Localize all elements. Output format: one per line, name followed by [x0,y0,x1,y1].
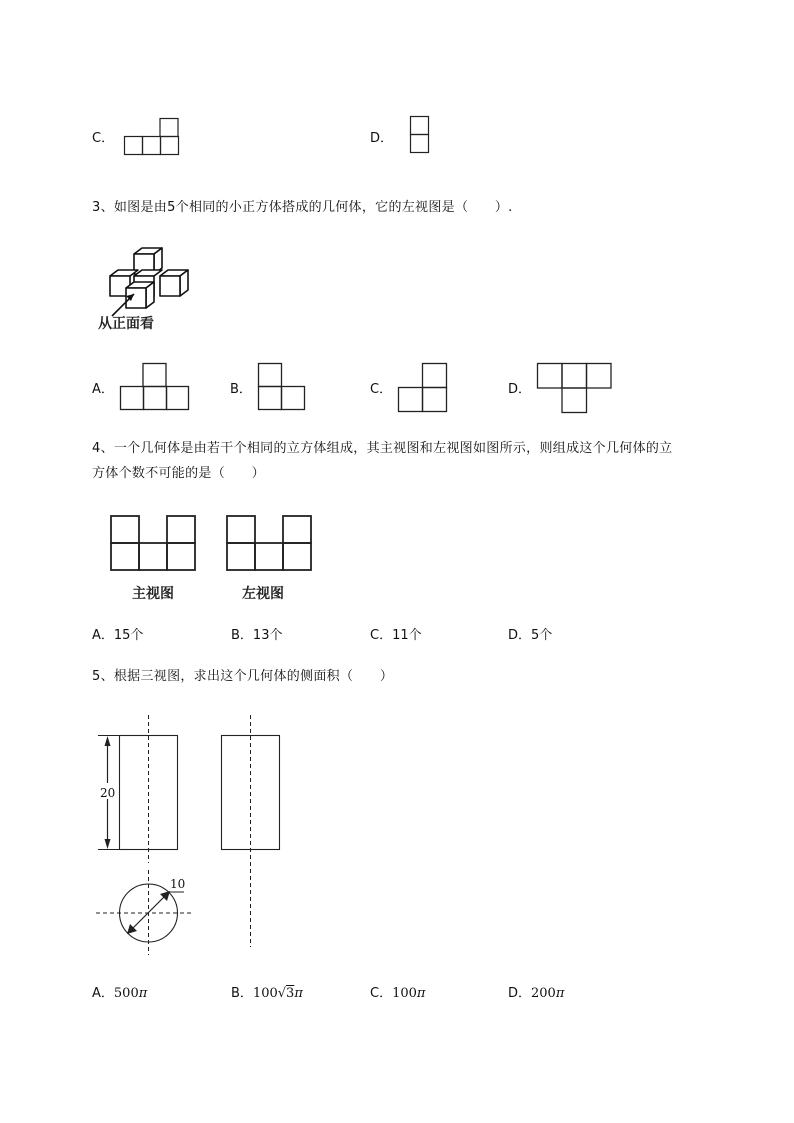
q4-left-view-label: 左视图 [242,586,284,602]
q5-option-b [231,985,303,1003]
q5-option-a-number: 500 [113,986,139,1001]
q5-option-c-pi: π [416,986,426,1001]
q3-option-b-figure [258,363,308,413]
q5-option-b-number: 100 [252,986,278,1001]
q2-option-d-label: D． [370,131,394,146]
q5-option-d-pi: π [555,986,565,1001]
q2-option-d-figure [410,116,430,154]
q3-figure-caption: 从正面看 [98,316,154,332]
q5-option-d [508,985,564,1003]
q5-height-label: 20 [100,786,116,800]
q5-option-b-pi: π [294,986,303,1001]
q4-text-line1: 4、一个几何体是由若干个相同的立方体组成，其主视图和左视图如图所示，则组成这个几何体的立 [92,441,673,456]
q5-option-d-number: 200 [531,986,556,1001]
q4-option-b: B．13个 [231,628,283,643]
q4-option-a: A．15个 [92,628,144,643]
q3-cubes-figure [98,246,194,332]
q5-three-views-figure [90,715,300,955]
q5-option-d-label: D． [508,986,532,1001]
q4-left-view-figure [226,514,314,604]
q5-option-c-number: 100 [392,986,417,1001]
q5-option-b-sqrt-sign: √ [277,986,287,1001]
q5-option-a-pi: π [138,986,148,1001]
q3-option-d-figure [537,363,613,415]
q5-option-a [92,985,147,1003]
q5-diameter-label: 10 [170,877,186,891]
q5-option-c [370,985,425,1003]
q3-option-b-label: B． [230,382,252,397]
q5-text: 5、根据三视图，求出这个几何体的侧面积（ ） [92,669,394,684]
q5-option-c-label: C． [370,986,393,1001]
q4-text-line2: 方体个数不可能的是（ ） [92,466,265,481]
q4-main-view-label: 主视图 [132,586,174,602]
q5-option-b-radicand: 3 [286,986,295,1001]
q3-option-a-figure [120,363,190,413]
q4-option-d: D．5个 [508,628,553,643]
q2-option-c-figure [124,118,180,156]
q5-option-a-label: A． [92,986,114,1001]
q2-option-c-label: C． [92,131,115,146]
q3-option-c-label: C． [370,382,393,397]
q3-option-c-figure [398,363,450,415]
q5-option-b-label: B． [231,986,253,1001]
q3-option-d-label: D． [508,382,532,397]
q3-option-a-label: A． [92,382,114,397]
q3-text: 3、如图是由5个相同的小正方体搭成的几何体，它的左视图是（ ）. [92,200,513,215]
q4-option-c: C．11个 [370,628,422,643]
q4-main-view-figure [110,514,198,604]
